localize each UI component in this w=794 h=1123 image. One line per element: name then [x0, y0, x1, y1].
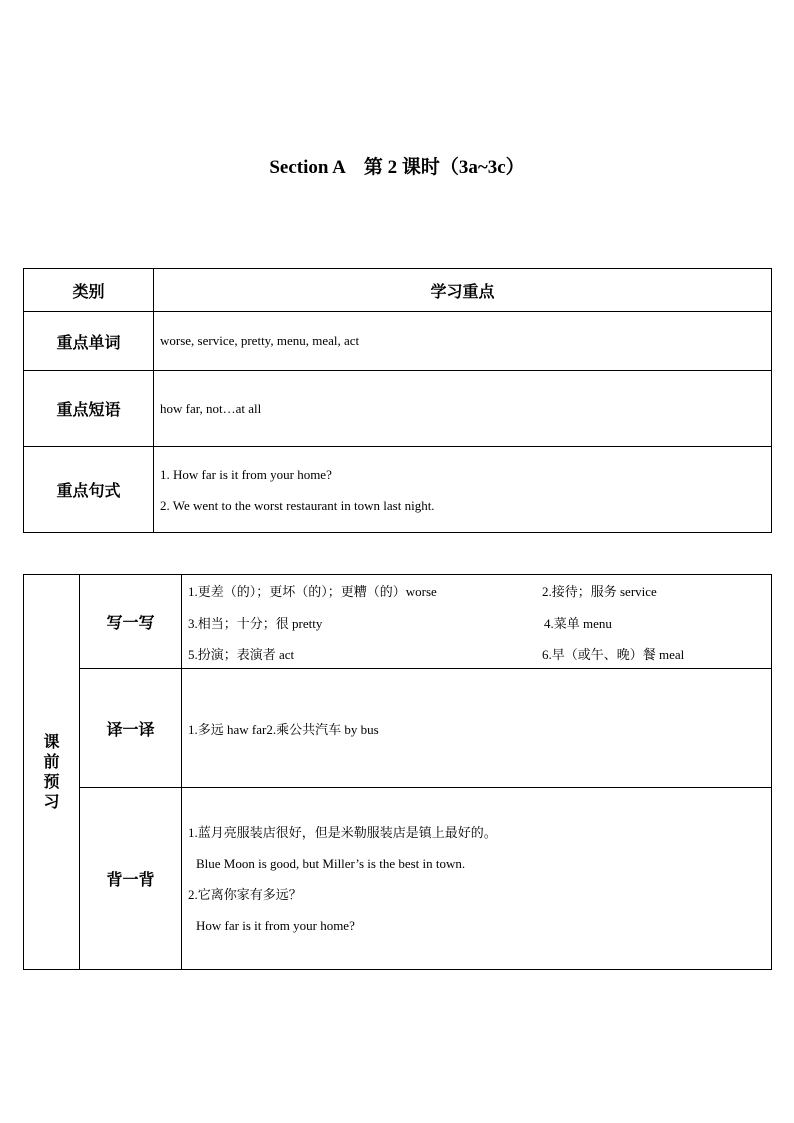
- row-content-words: worse, service, pretty, menu, meal, act: [154, 312, 772, 371]
- recite-row: [24, 788, 772, 970]
- page-title: Section A 第 2 课时（3a~3c）: [269, 157, 525, 178]
- header-category: 类别: [24, 269, 154, 312]
- row-category-sentences: 重点句式: [24, 447, 154, 533]
- sentence-line: 2. We went to the worst restaurant in town last night.: [160, 497, 435, 513]
- write-item: 4.菜单 menu: [544, 616, 612, 631]
- table-row: [24, 371, 772, 447]
- row-category-phrases: 重点短语: [24, 371, 154, 447]
- focus-table-header-row: [24, 269, 772, 312]
- recite-content: [182, 788, 772, 970]
- header-focus: 学习重点: [154, 269, 772, 312]
- row-category-words: 重点单词: [24, 312, 154, 371]
- write-item: 1.更差（的）；更坏（的）；更糟（的）worse: [188, 584, 437, 599]
- preview-table: [23, 574, 772, 970]
- section-label-preview: 课 前 预 习: [24, 575, 80, 970]
- write-item: 2.接待；服务 service: [542, 584, 657, 599]
- write-row: [24, 575, 772, 669]
- sentence-line: 1. How far is it from your home?: [160, 466, 332, 482]
- translate-label: 译一译: [80, 669, 182, 788]
- row-content-phrases: how far, not…at all: [154, 371, 772, 447]
- table-row: [24, 312, 772, 371]
- recite-line: 2.它离你家有多远？: [188, 886, 302, 902]
- recite-line: Blue Moon is good, but Miller’s is the best in town.: [196, 855, 466, 871]
- row-content-sentences: [154, 447, 772, 533]
- write-label: 写一写: [80, 575, 182, 669]
- recite-line: 1.蓝月亮服装店很好，但是米勒服装店是镇上最好的。: [188, 824, 497, 840]
- translate-content: 1.多远 haw far2.乘公共汽车 by bus: [182, 669, 772, 788]
- write-item: 5.扮演；表演者 act: [188, 647, 295, 662]
- write-item: 3.相当；十分；很 pretty: [188, 616, 323, 631]
- translate-row: [24, 669, 772, 788]
- write-content: [182, 575, 772, 669]
- table-row: [24, 447, 772, 533]
- recite-line: How far is it from your home?: [196, 917, 355, 933]
- focus-table: [23, 268, 772, 533]
- recite-label: 背一背: [80, 788, 182, 970]
- write-item: 6.早（或午、晚）餐 meal: [542, 647, 685, 662]
